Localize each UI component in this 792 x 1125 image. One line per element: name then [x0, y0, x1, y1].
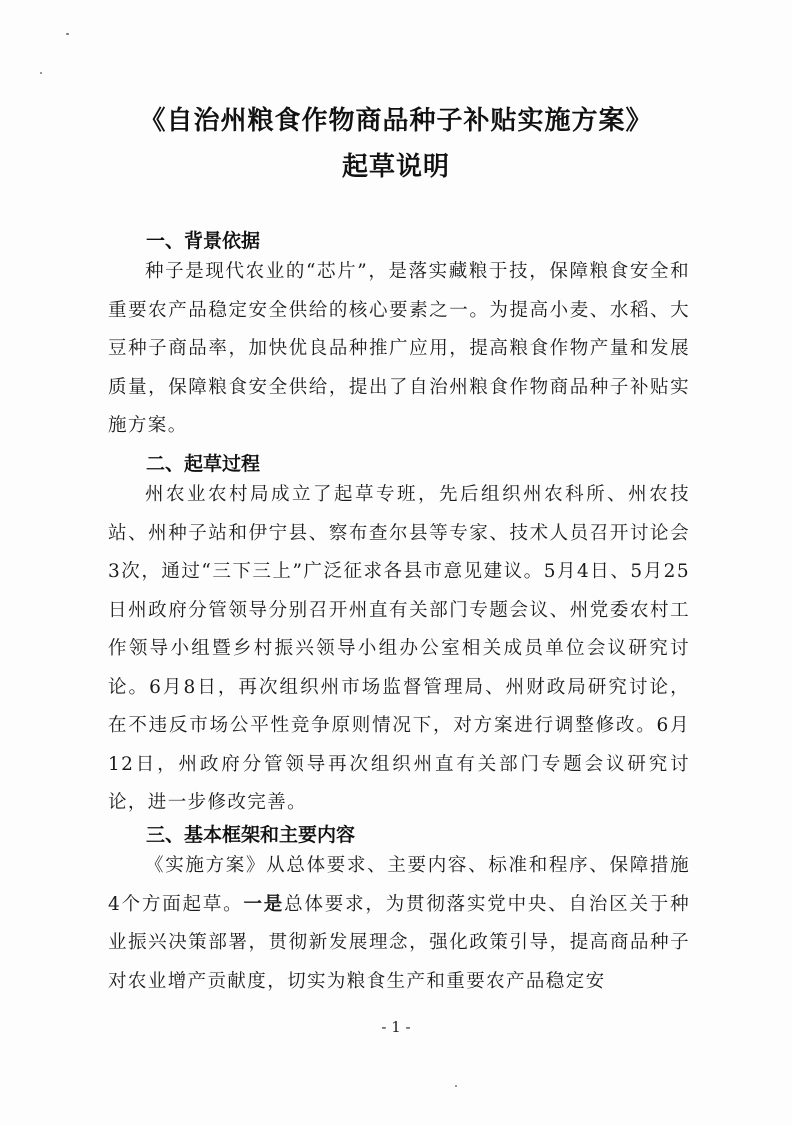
document-title-line2: 起草说明 — [341, 152, 450, 182]
framework-text-part2: 总体要求，为贯彻落实党中央、自治区关于种业振兴决策部署，贯彻新发展理念，强化政策引导，提高商品种子对农业增产贡献度，切实为粮食生产和重要农产品稳定安 — [108, 893, 690, 992]
page-number: - 1 - — [381, 1018, 411, 1036]
scan-speck — [40, 72, 42, 74]
framework-bold-phrase: 一是 — [243, 893, 285, 915]
document-title-line1: 《自治州粮食作物商品种子补贴实施方案》 — [139, 106, 653, 136]
scan-speck — [455, 1085, 457, 1087]
section-heading-drafting-process: 二、起草过程 — [146, 453, 261, 475]
scan-speck — [66, 33, 69, 35]
section-paragraph-framework — [108, 847, 690, 1001]
section-paragraph-background: 种子是现代农业的“芯片”，是落实藏粮于技，保障粮食安全和重要农产品稳定安全供给的核心要素之一。为提高小麦、水稻、大豆种子商品率，加快优良品种推广应用，提高粮食作物产量和发展质量，保障粮食安全供给，提出了自治州粮食作物商品种子补贴实施方案。 — [108, 261, 690, 436]
framework-text-part1: 《实施方案》从总体要求、主要内容、标准和程序、保障措施4个方面起草。 — [108, 855, 690, 915]
section-heading-framework: 三、基本框架和主要内容 — [146, 824, 356, 846]
section-heading-background: 一、背景依据 — [146, 230, 261, 252]
section-paragraph-drafting-process: 州农业农村局成立了起草专班，先后组织州农科所、州农技站、州种子站和伊宁县、察布查尔县等专家、技术人员召开讨论会3次，通过“三下三上”广泛征求各县市意见建议。5月4日、5月25日州政府分管领导分别召开州直有关部门专题会议、州党委农村工作领导小组暨乡村振兴领导小组办公室相关成员单位会议研究讨论。6月8日，再次组织州市场监督管理局、州财政局研究讨论，在不违反市场公平性竞争原则情况下，对方案进行调整修改。6月12日，州政府分管领导再次组织州直有关部门专题会议研究讨论，进一步修改完善。 — [108, 484, 690, 813]
